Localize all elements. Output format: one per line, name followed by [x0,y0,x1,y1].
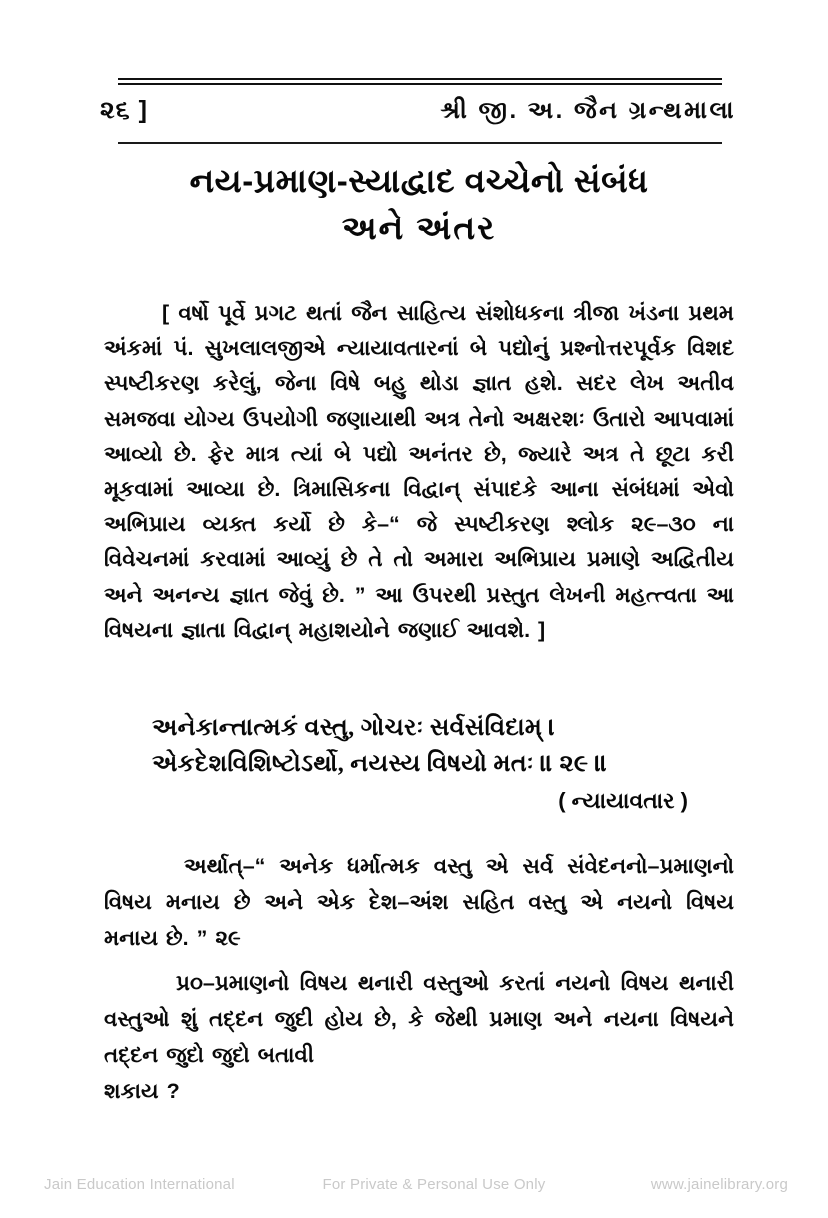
page-title-line-2: અને અંતર [341,208,497,246]
page-folio-number: ૨૬ ] [100,96,148,124]
footer-organization: Jain Education International [44,1176,235,1193]
footer-usage-notice: For Private & Personal Use Only [322,1176,546,1193]
book-series-title: શ્રી જી. અ. જૈન ગ્રન્થમાલા [440,97,736,124]
verse-line-2: એકદેશવિશિષ્ટોઽર્થો, નયસ્ય વિષયો મતઃ ॥ ૨૯ ॥ [152,751,608,777]
question-paragraph [104,965,734,1109]
footer-website-url: www.jainelibrary.org [650,1176,788,1193]
verse-source-attribution: ( ન્યાયાવતાર ) [558,788,688,813]
page-title-line-1: નય-પ્રમાણ-સ્યાદ્વાદ વચ્ચેનો સંબંધ [189,162,649,199]
question-body: પ્ર૦–પ્રમાણનો વિષય થનારી વસ્તુઓ કરતાં નયનો વિષય થનારી વસ્તુઓ શું તદ્દન જુદી હોય છે, કે જેથી પ્રમાણ અને નયના વિષયને તદ્દન જુદો જુદો બતાવી [104,971,734,1067]
header-double-rule [118,78,722,85]
page-title [104,158,734,252]
sanskrit-verse [104,710,734,820]
running-head [100,96,740,138]
header-rule-lower [118,83,722,85]
question-tail-line: શકાય ? [104,1079,180,1103]
verse-line-1: અનેકાન્તાત્મકં વસ્તુ, ગોચરઃ સર્વસંવિદામ્ । [152,715,556,741]
editorial-note-paragraph: [ વર્ષો પૂર્વે પ્રગટ થતાં જૈન સાહિત્ય સંશોધકના ત્રીજા ખંડના પ્રથમ અંકમાં પં. સુખલાલજીએ ન્યાયાવતારનાં બે પદ્યોનું પ્રશ્નોત્તરપૂર્વક વિશદ સ્પષ્ટીકરણ કરેલું, જેના વિષે બહુ થોડા જ્ઞાત હશે. સદર લેખ અતીવ સમજવા યોગ્ય ઉપયોગી જણાયાથી અત્ર તેનો અક્ષરશઃ ઉતારો આપવામાં આવ્યો છે. ફેર માત્ર ત્યાં બે પદ્યો અનંતર છે, જ્યારે અત્ર તે છૂટા કરી મૂકવામાં આવ્યા છે. ત્રિમાસિકના વિદ્વાન્ સંપાદકે આના સંબંધમાં એવો અભિપ્રાય વ્યક્ત કર્યો છે કે–“ જે સ્પષ્ટીકરણ શ્લોક ૨૯–૩૦ ના વિવેચનમાં કરવામાં આવ્યું છે તે તો અમારા અભિપ્રાય પ્રમાણે અદ્વિતીય અને અનન્ય જ્ઞાત જેવું છે. ” આ ઉપરથી પ્રસ્તુત લેખની મહત્ત્વતા આ વિષયના જ્ઞાતા વિદ્વાન્ મહાશયોને જણાઈ આવશે. ] [104,301,734,642]
page-footer [0,1176,828,1193]
header-bottom-rule [118,142,722,144]
translation-paragraph: અર્થાત્–“ અનેક ધર્માત્મક વસ્તુ એ સર્વ સંવેદનનો–પ્રમાણનો વિષય મનાય છે અને એક દેશ–અંશ સહિત વસ્તુ એ નયનો વિષય મનાય છે. ” ૨૯ [104,854,734,950]
header-rule-upper [118,78,722,80]
